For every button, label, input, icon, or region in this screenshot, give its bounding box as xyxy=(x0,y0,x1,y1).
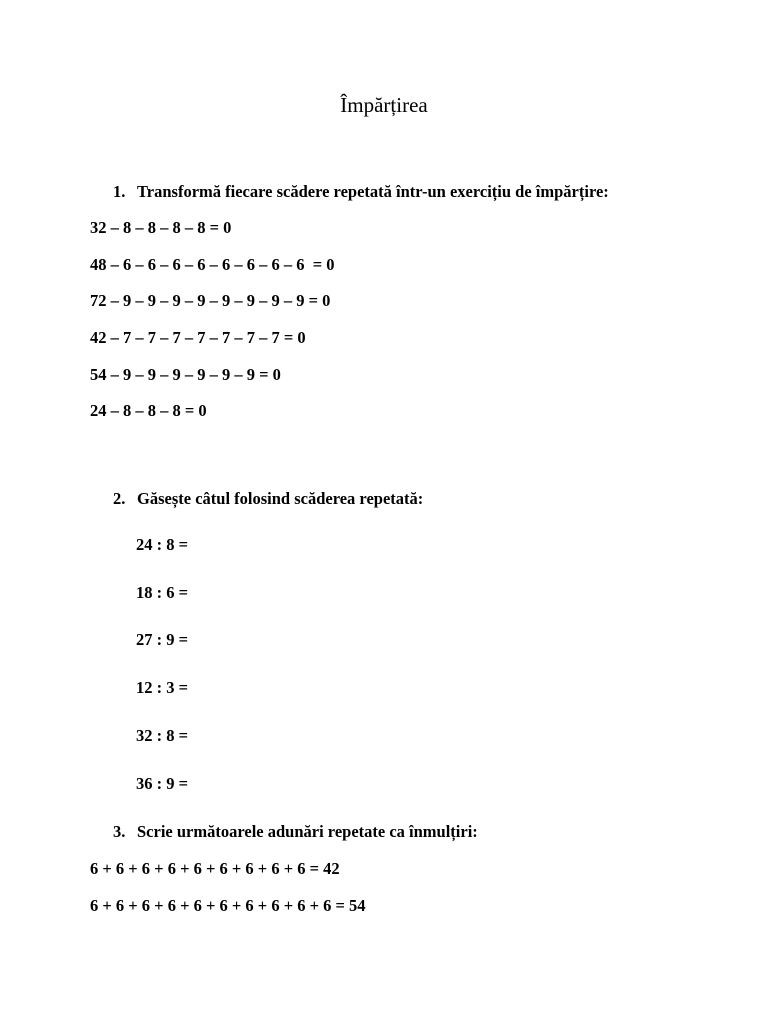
section-1-item: 48 – 6 – 6 – 6 – 6 – 6 – 6 – 6 – 6 = 0 xyxy=(90,255,335,274)
section-2-item: 12 : 3 = xyxy=(136,678,189,697)
section-1-number: 1. xyxy=(113,182,126,201)
section-1-item: 42 – 7 – 7 – 7 – 7 – 7 – 7 – 7 = 0 xyxy=(90,328,306,347)
section-3-item: 6 + 6 + 6 + 6 + 6 + 6 + 6 + 6 + 6 = 42 xyxy=(90,859,340,878)
section-1-heading xyxy=(113,182,609,202)
section-2-item: 32 : 8 = xyxy=(136,726,189,745)
section-2-item: 24 : 8 = xyxy=(136,535,189,554)
section-1-item: 54 – 9 – 9 – 9 – 9 – 9 – 9 = 0 xyxy=(90,365,281,384)
section-1-item: 72 – 9 – 9 – 9 – 9 – 9 – 9 – 9 – 9 = 0 xyxy=(90,291,331,310)
section-1-item: 24 – 8 – 8 – 8 = 0 xyxy=(90,401,207,420)
section-2-number: 2. xyxy=(113,489,126,508)
section-2-heading-text: Găsește câtul folosind scăderea repetată: xyxy=(137,489,424,508)
section-2-item: 36 : 9 = xyxy=(136,774,189,793)
section-2-heading xyxy=(113,489,423,509)
section-1-heading-text: Transformă fiecare scădere repetată într-un exercițiu de împărțire: xyxy=(137,182,609,201)
section-1-item: 32 – 8 – 8 – 8 – 8 = 0 xyxy=(90,218,232,237)
section-2-item: 18 : 6 = xyxy=(136,583,189,602)
section-3-heading-text: Scrie următoarele adunări repetate ca înmulțiri: xyxy=(137,822,478,841)
section-2-item: 27 : 9 = xyxy=(136,630,189,649)
page-title: Împărțirea xyxy=(340,93,428,117)
section-3-heading xyxy=(113,822,478,842)
section-3-number: 3. xyxy=(113,822,126,841)
section-3-item: 6 + 6 + 6 + 6 + 6 + 6 + 6 + 6 + 6 + 6 = 54 xyxy=(90,896,366,915)
